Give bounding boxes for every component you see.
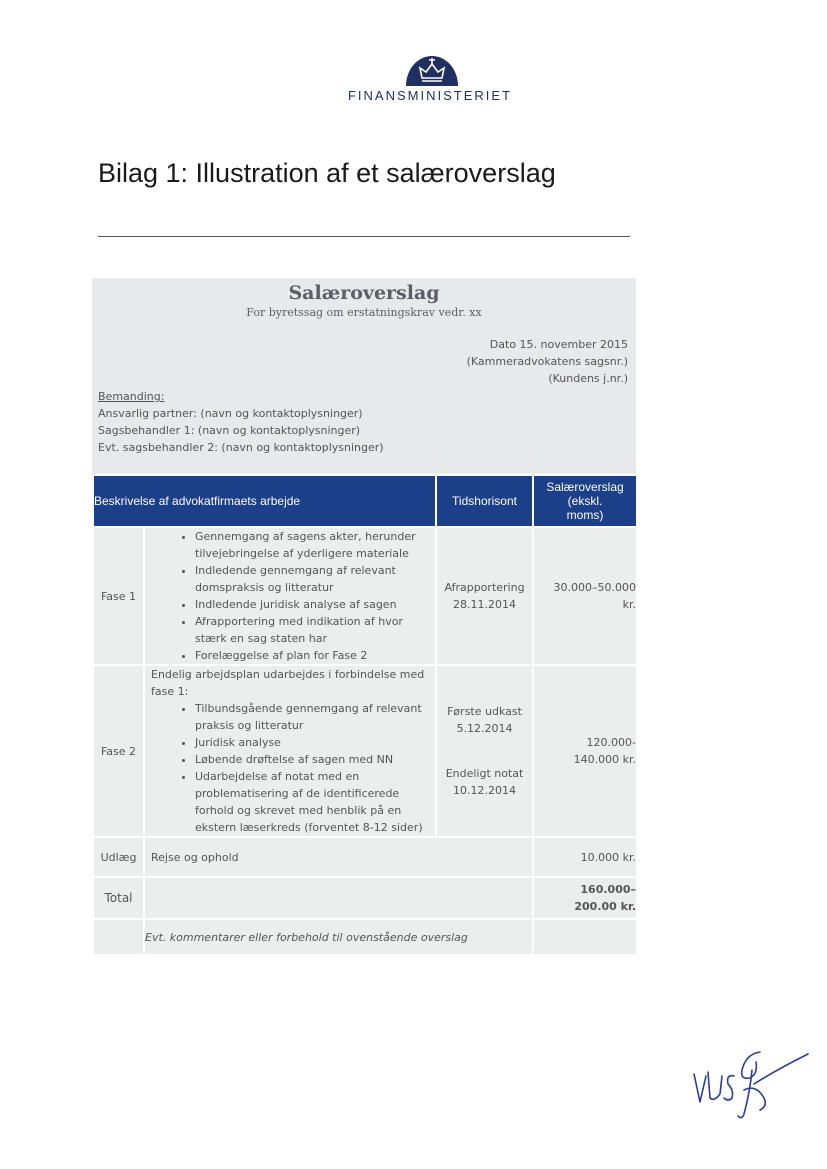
phase-label: Fase 1 (93, 527, 144, 665)
table-row (93, 919, 637, 955)
handwritten-signature (690, 1040, 810, 1122)
table-row (93, 837, 637, 877)
fee-line: kr. (622, 598, 637, 611)
list-item: • Gennemgang af sagens akter, herunder tilvejebringelse af yderligere materiale (195, 528, 435, 562)
time-line: 28.11.2014 (453, 598, 516, 611)
ministry-name: FINANSMINISTERIET (347, 88, 512, 103)
staffing-heading: Bemanding: (98, 390, 165, 403)
total-fee (533, 877, 637, 919)
header-fee-line: moms) (566, 508, 604, 522)
table-header-row (93, 475, 637, 527)
header-fee-line: Salæroverslag (546, 480, 624, 494)
phase-label: Fase 2 (93, 665, 144, 837)
meta-case-number: (Kammeradvokatens sagsnr.) (466, 355, 628, 368)
list-item: • Løbende drøftelse af sagen med NN (195, 751, 435, 768)
staffing-case-handler-1: Sagsbehandler 1: (navn og kontaktoplysninger) (98, 424, 361, 437)
time-line: Første udkast (447, 705, 522, 718)
comment-text: Evt. kommentarer eller forbehold til ovenstående overslag (144, 919, 533, 955)
expenses-description (144, 837, 533, 877)
fee-line: 140.000 kr. (573, 753, 637, 766)
time-line: 10.12.2014 (453, 784, 516, 797)
header-fee (533, 475, 637, 527)
phase-intro: Endelig arbejdsplan udarbejdes i forbindelse med fase 1: (151, 668, 425, 698)
list-item: • Afrapportering med indikation af hvor stærk en sag staten har (195, 613, 435, 647)
time-line: Afrapportering (444, 581, 525, 594)
table-row (93, 877, 637, 919)
meta-client-ref: (Kundens j.nr.) (548, 372, 628, 385)
phase-description (144, 527, 436, 665)
page-title: Bilag 1: Illustration af et salæroverslag (98, 158, 556, 188)
fee-line: 200.00 kr. (574, 900, 637, 913)
phase-fee (533, 665, 637, 837)
header-time: Tidshorisont (436, 475, 533, 527)
list-item: • Indledende juridisk analyse af sagen (195, 596, 435, 613)
table-row (93, 527, 637, 665)
staffing-case-handler-2: Evt. sagsbehandler 2: (navn og kontaktoplysninger) (98, 441, 384, 454)
expenses-fee: 10.000 kr. (533, 837, 637, 877)
expenses-label: Udlæg (93, 837, 144, 877)
staffing-partner: Ansvarlig partner: (navn og kontaktoplysninger) (98, 407, 363, 420)
phase-description (144, 665, 436, 837)
list-item: • Forelæggelse af plan for Fase 2 (195, 647, 435, 664)
header-description: Beskrivelse af advokatfirmaets arbejde (93, 475, 436, 527)
comment-spacer (93, 919, 144, 955)
comment-fee-spacer (533, 919, 637, 955)
fee-line: 30.000–50.000 (553, 581, 637, 594)
phase-time (436, 665, 533, 837)
total-spacer (144, 877, 533, 919)
fee-line: 160.000– (580, 883, 637, 896)
list-item: • Tilbundsgående gennemgang af relevant praksis og litteratur (195, 700, 435, 734)
list-item: • Udarbejdelse af notat med en problematisering af de identificerede forhold og skrevet med henblik på en ekstern læserkreds (forventet 8-12 sider) (195, 768, 435, 836)
meta-date: Dato 15. november 2015 (489, 338, 628, 351)
fee-line: 120.000- (586, 736, 637, 749)
estimate-subtitle: For byretssag om erstatningskrav vedr. xx (246, 306, 482, 319)
expenses-text: Rejse og ophold (151, 850, 239, 864)
title-divider (98, 236, 630, 237)
time-spacer (437, 737, 532, 765)
time-line: Endeligt notat (445, 767, 524, 780)
phase-time (436, 527, 533, 665)
list-item: • Indledende gennemgang af relevant domspraksis og litteratur (195, 562, 435, 596)
table-row (93, 665, 637, 837)
total-label: Total (93, 877, 144, 919)
crown-icon (404, 52, 460, 86)
estimate-title: Salæroverslag (288, 282, 440, 304)
fee-table (92, 474, 638, 956)
fee-estimate-form (92, 278, 636, 954)
phase-fee (533, 527, 637, 665)
header-fee-line: (ekskl. (567, 494, 603, 508)
estimate-header-panel (92, 278, 636, 474)
list-item: • Juridisk analyse (195, 734, 435, 751)
time-line: 5.12.2014 (456, 722, 513, 735)
